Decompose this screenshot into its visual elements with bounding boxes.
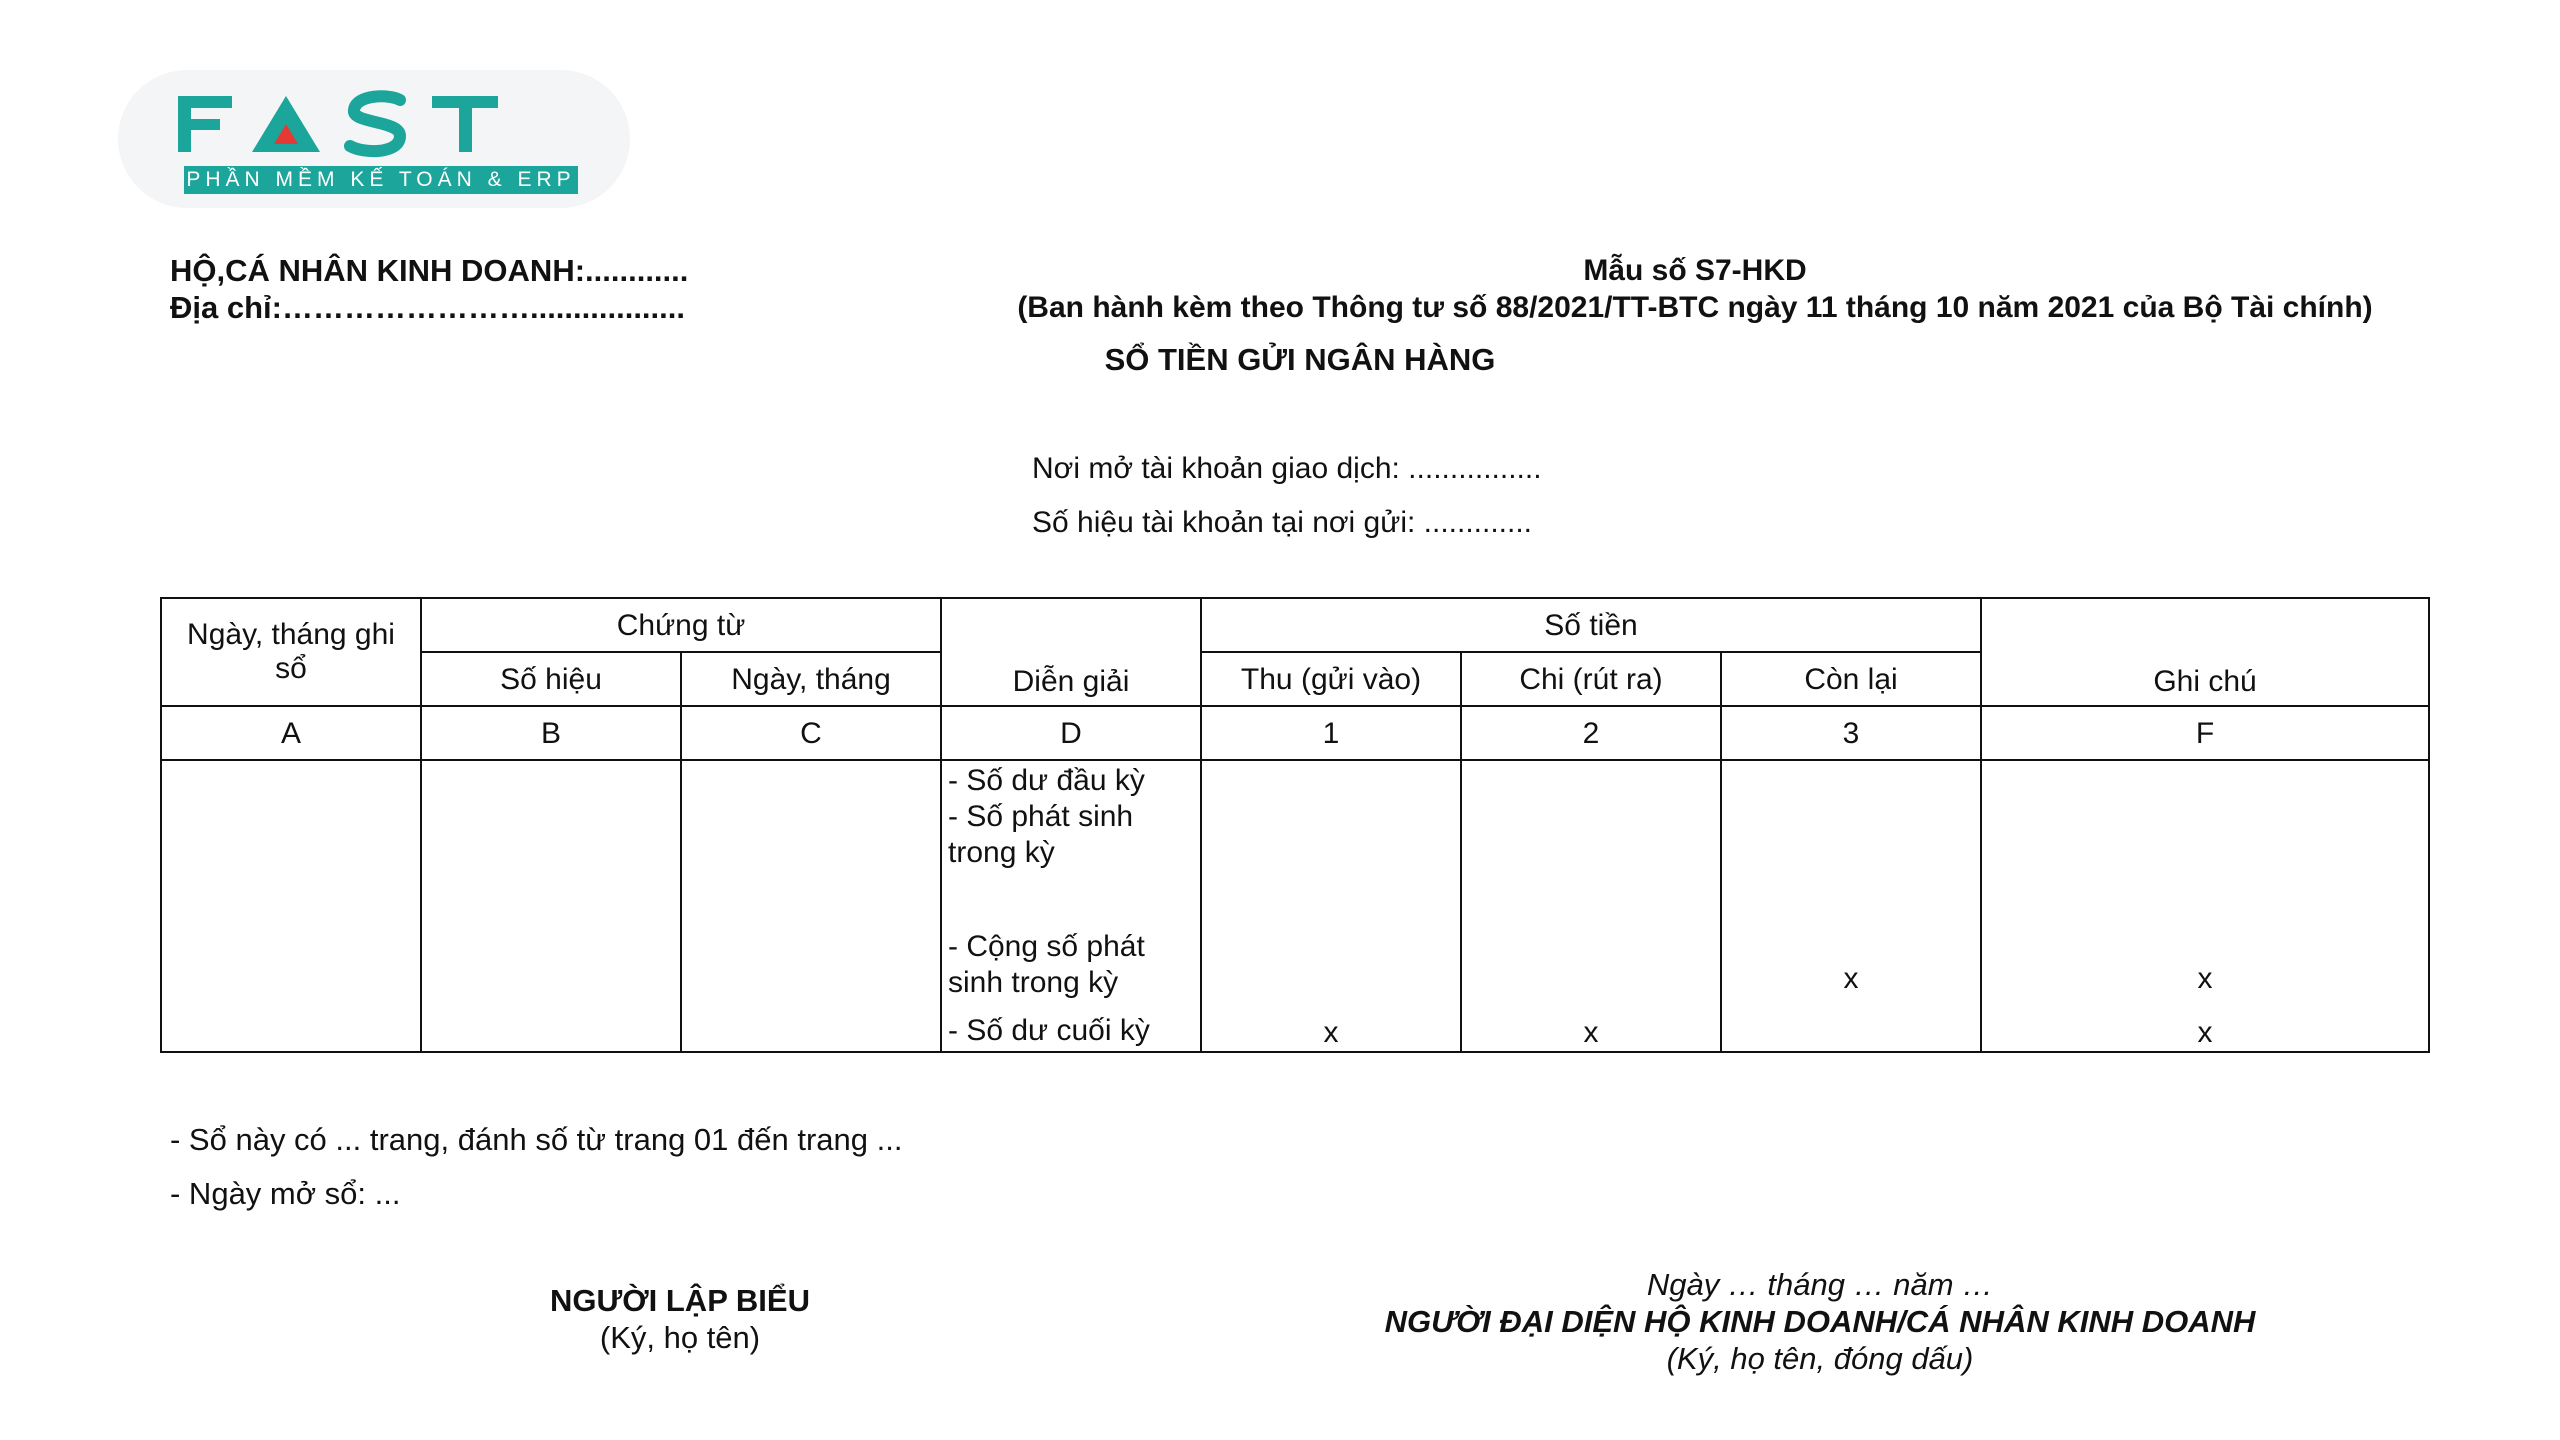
form-reference [980,252,2410,326]
code-cell: B [421,706,681,760]
x-mark: x [1583,1016,1599,1049]
body-balance-cell [1721,760,1981,1052]
ledger-table [160,597,2430,1053]
desc-opening-balance: - Số dư đầu kỳ [948,764,1145,797]
body-amount-out-cell [1461,760,1721,1052]
body-voucher-date-cell [681,760,941,1052]
preparer-subtitle: (Ký, họ tên) [599,1320,761,1355]
circular-reference: (Ban hành kèm theo Thông tư số 88/2021/TT-BTC ngày 11 tháng 10 năm 2021 của Bộ Tài chính) [1017,291,2373,324]
code-cell: 3 [1721,706,1981,760]
fast-logo-icon [178,84,598,164]
account-number-line: Số hiệu tài khoản tại nơi gửi: ............. [1032,506,1533,539]
company-logo [118,70,630,208]
table-row [161,760,2429,1052]
representative-signature-block [1340,1266,2300,1377]
header-voucher-date: Ngày, tháng [681,652,941,706]
date-line: Ngày … tháng … năm … [1646,1267,1994,1302]
page-count-note: - Sổ này có ... trang, đánh số từ trang 01 đến trang ... [170,1122,903,1157]
header-note-label: Ghi chú [2153,665,2257,698]
preparer-signature-block [480,1282,880,1356]
x-mark: x [2197,962,2213,995]
header-amount-group: Số tiền [1201,598,1981,652]
representative-title: NGƯỜI ĐẠI DIỆN HỘ KINH DOANH/CÁ NHÂN KINH DOANH [1384,1304,2256,1339]
code-cell: 2 [1461,706,1721,760]
body-description-cell [941,760,1201,1052]
preparer-title: NGƯỜI LẬP BIỂU [549,1283,810,1318]
body-note-cell [1981,760,2429,1052]
body-date-cell [161,760,421,1052]
header-voucher-no: Số hiệu [421,652,681,706]
address-line: Địa chỉ:…………………….................. [170,290,685,325]
code-cell: F [1981,706,2429,760]
code-cell: C [681,706,941,760]
logo-tagline: PHẦN MỀM KẾ TOÁN & ERP [184,166,578,194]
header-balance: Còn lại [1721,652,1981,706]
header-amount-in: Thu (gửi vào) [1201,652,1461,706]
form-number: Mẫu số S7-HKD [1583,254,1807,287]
code-cell: 1 [1201,706,1461,760]
desc-closing-balance: - Số dư cuối kỳ [948,1014,1150,1047]
table-header-row [161,598,2429,652]
x-mark: x [2197,1016,2213,1049]
desc-total-arising: - Cộng số phát sinh trong kỳ [948,930,1145,999]
body-amount-in-cell [1201,760,1461,1052]
header-description-label: Diễn giải [1012,665,1130,698]
representative-subtitle: (Ký, họ tên, đóng dấu) [1666,1341,1974,1376]
desc-arising: - Số phát sinh trong kỳ [948,800,1134,869]
header-description [941,598,1201,706]
header-date: Ngày, tháng ghi sổ [161,598,421,706]
desc-opening-arising [948,763,1148,871]
header-note [1981,598,2429,706]
business-name-line: HỘ,CÁ NHÂN KINH DOANH:............ [170,253,689,288]
document-title: SỔ TIỀN GỬI NGÂN HÀNG [1104,342,1496,377]
header-voucher-group: Chứng từ [421,598,941,652]
code-cell: D [941,706,1201,760]
body-voucher-no-cell [421,760,681,1052]
header-amount-out: Chi (rút ra) [1461,652,1721,706]
table-code-row [161,706,2429,760]
account-place-line: Nơi mở tài khoản giao dịch: ................ [1032,452,1542,485]
code-cell: A [161,706,421,760]
open-date-note: - Ngày mở sổ: ... [170,1176,401,1211]
x-mark: x [1843,962,1859,995]
x-mark: x [1323,1016,1339,1049]
business-info [170,252,688,326]
